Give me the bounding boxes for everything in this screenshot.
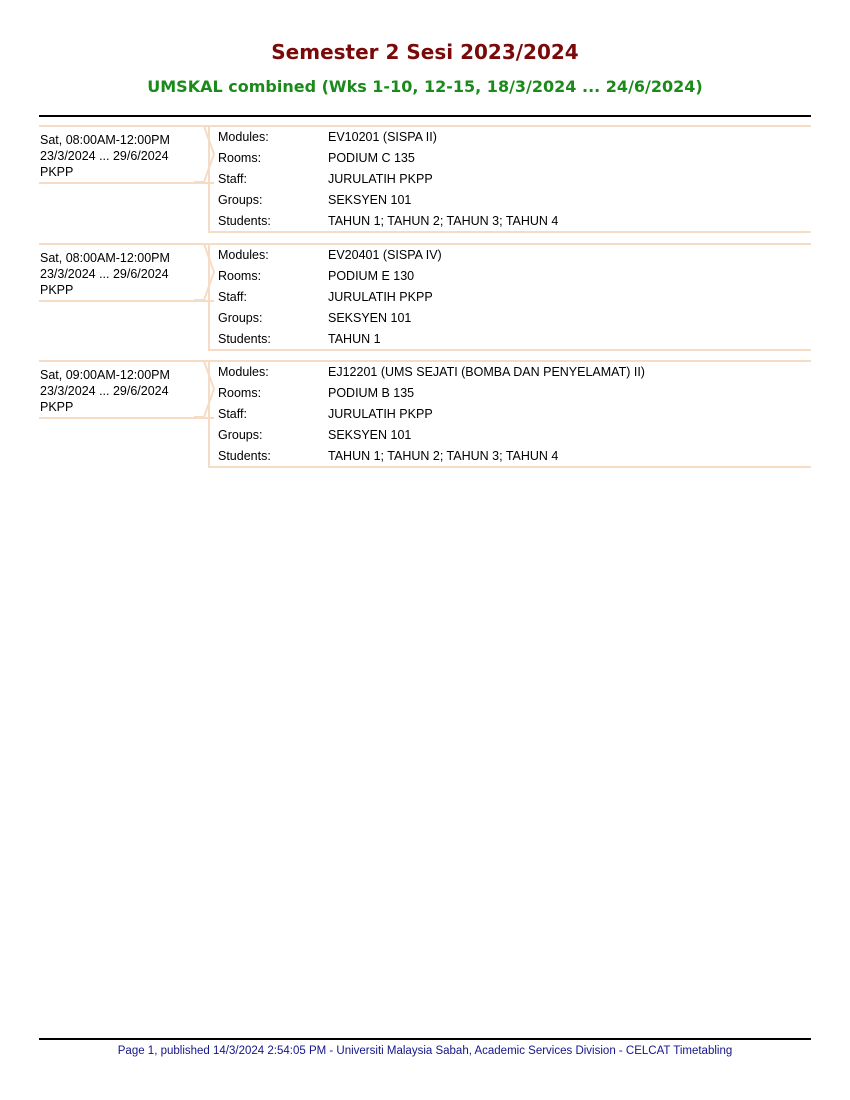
event-time: Sat, 08:00AM-12:00PM <box>40 251 170 265</box>
detail-row-modules <box>218 364 645 380</box>
event-summary <box>39 243 214 302</box>
event-dates: 23/3/2024 ... 29/6/2024 <box>40 384 169 398</box>
top-divider <box>39 115 811 117</box>
bottom-divider <box>39 1038 811 1040</box>
detail-value-staff: JURULATIH PKPP <box>328 172 433 186</box>
event-summary <box>39 125 214 184</box>
detail-row-groups <box>218 427 411 443</box>
detail-label: Groups: <box>218 428 263 442</box>
detail-value-groups: SEKSYEN 101 <box>328 311 412 325</box>
detail-label: Staff: <box>218 290 247 304</box>
detail-row-rooms <box>218 268 414 284</box>
event-details <box>208 243 811 351</box>
event-details <box>208 125 811 233</box>
detail-value-modules: EV20401 (SISPA IV) <box>328 248 442 262</box>
detail-label: Students: <box>218 214 271 228</box>
detail-row-staff <box>218 171 433 187</box>
detail-label: Groups: <box>218 311 263 325</box>
detail-row-students <box>218 213 558 229</box>
detail-label: Modules: <box>218 130 269 144</box>
detail-row-students <box>218 331 381 347</box>
detail-label: Modules: <box>218 365 269 379</box>
detail-row-modules <box>218 247 442 263</box>
detail-label: Rooms: <box>218 151 262 165</box>
event-dates: 23/3/2024 ... 29/6/2024 <box>40 267 169 281</box>
detail-value-staff: JURULATIH PKPP <box>328 290 433 304</box>
detail-value-modules: EV10201 (SISPA II) <box>328 130 437 144</box>
detail-label: Students: <box>218 332 271 346</box>
detail-row-modules <box>218 129 437 145</box>
detail-value-students: TAHUN 1 <box>328 332 381 346</box>
detail-value-rooms: PODIUM E 130 <box>328 269 415 283</box>
event-time: Sat, 08:00AM-12:00PM <box>40 133 170 147</box>
detail-label: Rooms: <box>218 269 262 283</box>
detail-row-staff <box>218 289 433 305</box>
detail-row-groups <box>218 192 411 208</box>
event-location: PKPP <box>40 400 74 414</box>
page-subtitle: UMSKAL combined (Wks 1-10, 12-15, 18/3/2024 ... 24/6/2024) <box>147 77 703 96</box>
detail-row-students <box>218 448 558 464</box>
detail-label: Modules: <box>218 248 269 262</box>
page-footer: Page 1, published 14/3/2024 2:54:05 PM - Universiti Malaysia Sabah, Academic Services Division - CELCAT Timetabling <box>117 1045 733 1057</box>
detail-value-groups: SEKSYEN 101 <box>328 428 412 442</box>
detail-row-rooms <box>218 385 414 401</box>
detail-value-staff: JURULATIH PKPP <box>328 407 433 421</box>
detail-row-staff <box>218 406 433 422</box>
event-dates: 23/3/2024 ... 29/6/2024 <box>40 149 169 163</box>
detail-row-groups <box>218 310 411 326</box>
detail-label: Groups: <box>218 193 263 207</box>
event-time: Sat, 09:00AM-12:00PM <box>40 368 170 382</box>
detail-value-modules: EJ12201 (UMS SEJATI (BOMBA DAN PENYELAMAT) II) <box>328 365 645 379</box>
detail-label: Students: <box>218 449 271 463</box>
detail-value-rooms: PODIUM C 135 <box>328 151 415 165</box>
detail-value-rooms: PODIUM B 135 <box>328 386 415 400</box>
event-location: PKPP <box>40 165 74 179</box>
detail-row-rooms <box>218 150 415 166</box>
detail-label: Rooms: <box>218 386 262 400</box>
detail-label: Staff: <box>218 407 247 421</box>
event-summary <box>39 360 214 419</box>
event-location: PKPP <box>40 283 74 297</box>
detail-value-groups: SEKSYEN 101 <box>328 193 412 207</box>
detail-value-students: TAHUN 1; TAHUN 2; TAHUN 3; TAHUN 4 <box>328 449 559 463</box>
event-details <box>208 360 811 468</box>
page-title: Semester 2 Sesi 2023/2024 <box>271 40 579 64</box>
detail-value-students: TAHUN 1; TAHUN 2; TAHUN 3; TAHUN 4 <box>328 214 559 228</box>
detail-label: Staff: <box>218 172 247 186</box>
